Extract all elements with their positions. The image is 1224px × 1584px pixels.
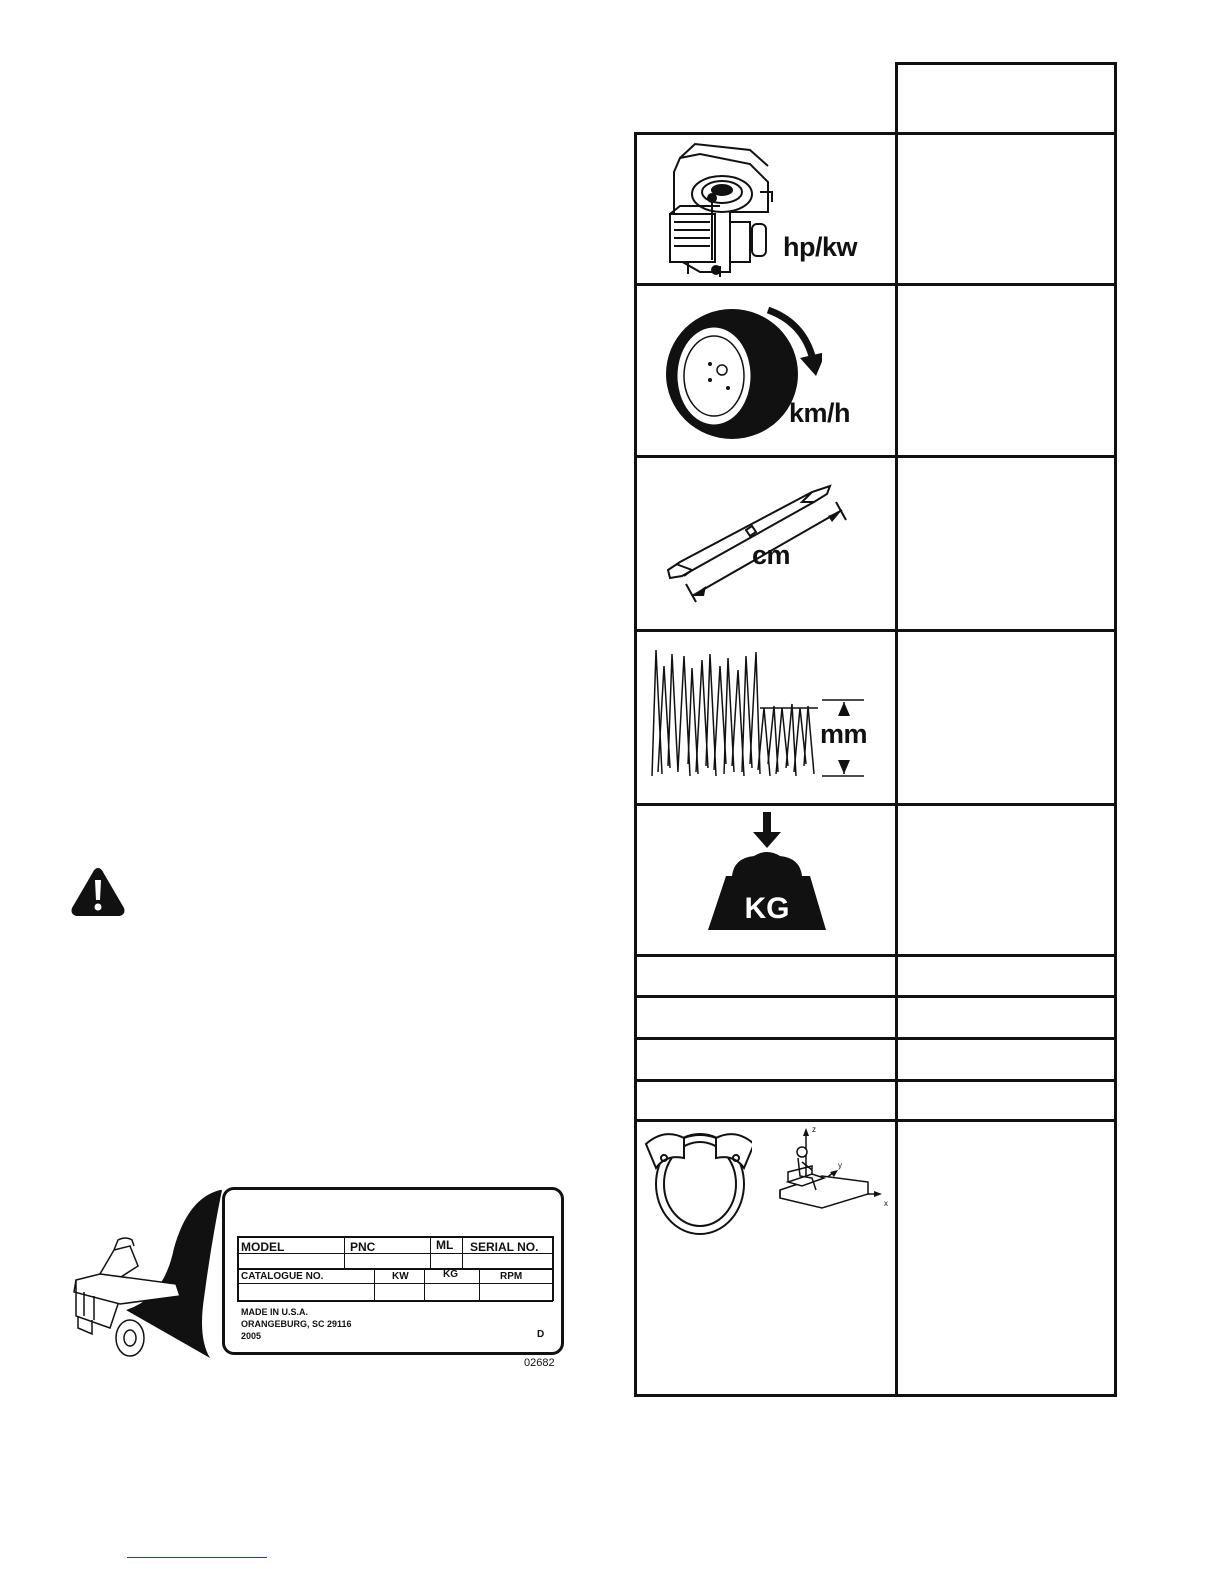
tractor-icon	[70, 1188, 230, 1360]
row-separator	[634, 629, 1117, 632]
steering-wheel-vibration-icon	[642, 1128, 752, 1248]
unit-speed: km/h	[789, 398, 851, 428]
row-separator	[634, 995, 1117, 998]
label-kw: KW	[392, 1271, 409, 1282]
table-border-left	[634, 132, 637, 1397]
seat-vibration-axes-icon	[772, 1124, 892, 1214]
row-separator	[634, 132, 1117, 135]
footer-link-underline[interactable]	[127, 1557, 267, 1558]
label-grid-line	[462, 1236, 463, 1268]
row-separator	[634, 1079, 1117, 1082]
table-bottom	[634, 1394, 1117, 1397]
row-separator	[634, 1037, 1117, 1040]
unit-cut-height: mm	[820, 719, 868, 749]
engine-icon	[660, 142, 800, 277]
label-grid-line	[237, 1300, 553, 1302]
table-divider-vertical	[895, 62, 898, 1397]
row-separator	[634, 803, 1117, 806]
label-grid-line	[479, 1268, 480, 1301]
figure-code: 02682	[524, 1357, 555, 1369]
label-rpm: RPM	[500, 1271, 523, 1282]
label-grid-line	[237, 1283, 553, 1284]
label-catalogue: CATALOGUE NO.	[241, 1271, 324, 1282]
row-separator	[634, 954, 1117, 957]
label-location: ORANGEBURG, SC 29116	[241, 1319, 352, 1329]
label-model: MODEL	[241, 1240, 285, 1254]
label-grid-line	[237, 1236, 239, 1301]
label-grid-line	[237, 1268, 553, 1270]
axis-x-label: x	[884, 1199, 888, 1208]
label-grid-line	[344, 1236, 345, 1268]
label-grid-line	[374, 1268, 375, 1301]
label-serial: SERIAL NO.	[470, 1240, 539, 1254]
axis-z-label: z	[812, 1125, 816, 1134]
label-year: 2005	[241, 1331, 262, 1341]
unit-blade: cm	[752, 540, 791, 570]
table-header-top	[895, 62, 1117, 65]
spec-table	[634, 62, 1117, 1397]
label-pnc: PNC	[350, 1240, 376, 1254]
row-separator	[634, 283, 1117, 286]
label-made-in: MADE IN U.S.A.	[241, 1307, 309, 1317]
label-kg: KG	[443, 1269, 458, 1280]
label-grid-line	[430, 1236, 431, 1268]
rating-label	[222, 1187, 564, 1355]
label-ml: ML	[436, 1238, 454, 1252]
label-grid-line	[237, 1236, 553, 1238]
label-grid-line	[552, 1236, 554, 1301]
row-separator	[634, 1119, 1117, 1122]
label-grid-line	[424, 1268, 425, 1301]
unit-engine: hp/kw	[783, 232, 858, 262]
weight-unit-label: KG	[744, 892, 790, 925]
weight-icon	[706, 810, 830, 934]
axis-y-label: y	[838, 1161, 842, 1170]
label-suffix: D	[537, 1329, 545, 1340]
table-border-right	[1114, 62, 1117, 1397]
row-separator	[634, 455, 1117, 458]
warning-icon	[70, 866, 126, 918]
